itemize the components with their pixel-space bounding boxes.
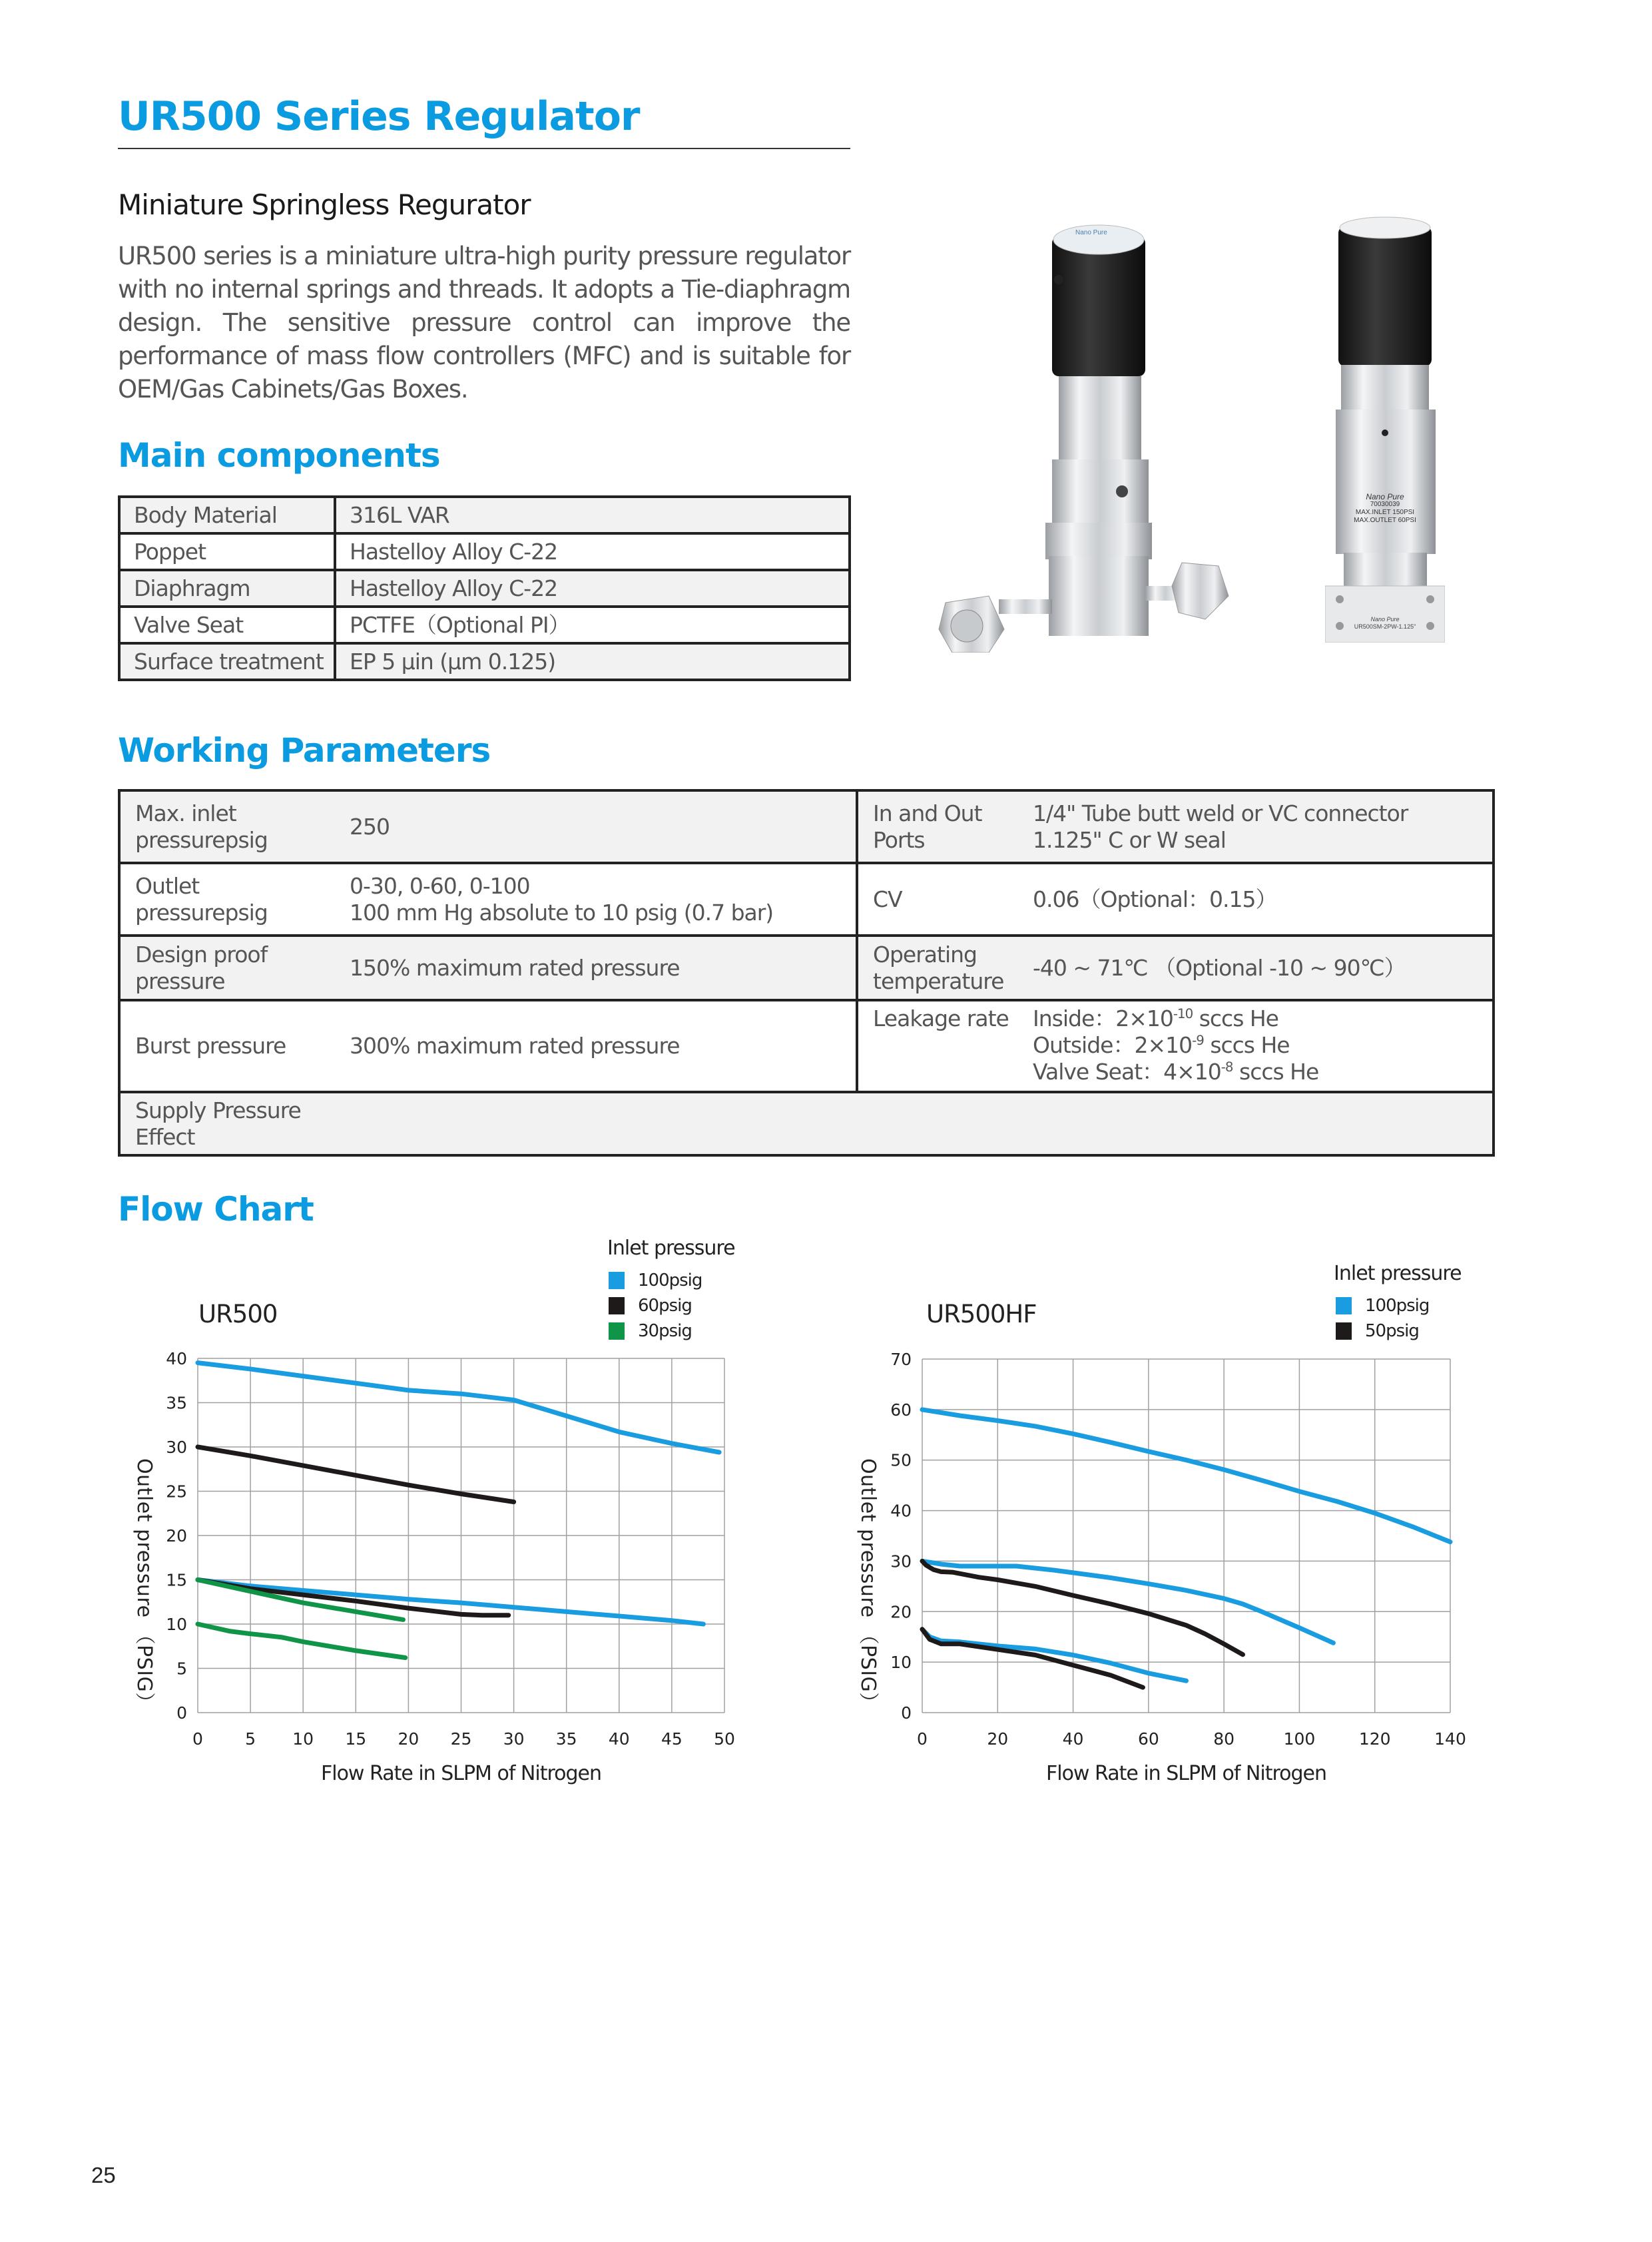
- param-value: 300% maximum rated pressure: [335, 1000, 857, 1092]
- title-divider: [118, 148, 850, 149]
- y-tick-label: 0: [901, 1703, 912, 1723]
- param-label: Supply Pressure Effect: [119, 1092, 335, 1155]
- param-value: 150% maximum rated pressure: [335, 936, 857, 1000]
- param-label: Burst pressure: [119, 1000, 335, 1092]
- main-components-heading: Main components: [118, 436, 440, 475]
- y-tick-label: 70: [890, 1350, 912, 1369]
- series-line-100psig: [922, 1561, 1333, 1643]
- x-tick-label: 25: [450, 1729, 472, 1749]
- x-tick-label: 20: [398, 1729, 419, 1749]
- right-body-label: [1345, 493, 1425, 525]
- x-tick-label: 40: [608, 1729, 630, 1749]
- x-tick-label: 140: [1434, 1729, 1466, 1749]
- table-row: [119, 607, 850, 643]
- legend-item-50psig: 50psig: [1336, 1318, 1429, 1344]
- chart-ur500hf-legend-title: Inlet pressure: [1334, 1262, 1462, 1285]
- chart-ur500-y-axis-title: Outlet pressure （PSIG）: [133, 1458, 156, 1713]
- chart-ur500hf-title: UR500HF: [926, 1300, 1037, 1328]
- legend-swatch: [609, 1297, 625, 1314]
- regulator-left-illustration: [926, 213, 1232, 653]
- series-line-100psig: [198, 1363, 719, 1452]
- component-value: PCTFE（Optional PI）: [335, 607, 850, 643]
- chart-ur500-legend-title: Inlet pressure: [607, 1237, 735, 1260]
- series-line-100psig: [198, 1580, 703, 1625]
- body-label-brand: Nano Pure: [1366, 492, 1404, 501]
- param-label: In and Out Ports: [857, 790, 1018, 863]
- working-parameters-table: [118, 789, 1495, 1157]
- y-tick-label: 20: [166, 1526, 187, 1545]
- component-label: Poppet: [119, 533, 335, 570]
- y-tick-label: 40: [890, 1501, 912, 1521]
- intro-paragraph: UR500 series is a miniature ultra-high purity pressure regulator with no internal springs and threads. It adopts a Tie-diaphragm design. The sensitive pressure control can improve the performance of mass flow controllers (MFC) and is suitable for OEM/Gas Cabinets/Gas Boxes.: [118, 242, 850, 404]
- chart-ur500-x-axis-title: Flow Rate in SLPM of Nitrogen: [320, 1762, 602, 1785]
- table-row: [119, 643, 850, 680]
- component-value: Hastelloy Alloy C-22: [335, 533, 850, 570]
- y-tick-label: 60: [890, 1400, 912, 1420]
- legend-swatch: [609, 1272, 625, 1289]
- param-label: Operating temperature: [857, 936, 1018, 1000]
- legend-item-100psig: 100psig: [1336, 1293, 1429, 1318]
- y-tick-label: 5: [176, 1659, 187, 1679]
- x-tick-label: 0: [192, 1729, 203, 1749]
- series-line-30psig: [198, 1624, 406, 1658]
- x-tick-label: 100: [1283, 1729, 1316, 1749]
- table-row: [119, 936, 1494, 1000]
- y-tick-label: 30: [890, 1551, 912, 1571]
- param-label: Design proof pressure: [119, 936, 335, 1000]
- x-tick-label: 5: [245, 1729, 256, 1749]
- x-tick-label: 50: [714, 1729, 735, 1749]
- x-tick-label: 40: [1062, 1729, 1084, 1749]
- subtitle: Miniature Springless Regurator: [118, 188, 531, 221]
- param-value: -40 ~ 71℃ （Optional -10 ~ 90℃）: [1018, 936, 1494, 1000]
- x-tick-label: 35: [555, 1729, 577, 1749]
- y-tick-label: 20: [890, 1602, 912, 1622]
- param-label: CV: [857, 863, 1018, 936]
- y-tick-label: 0: [176, 1703, 187, 1723]
- left-cap-brand: Nano Pure: [1075, 229, 1107, 236]
- page-number: 25: [91, 2163, 116, 2187]
- x-tick-label: 10: [292, 1729, 314, 1749]
- param-value: [335, 1092, 1494, 1155]
- body-label-max-inlet: MAX.INLET 150PSI: [1355, 509, 1415, 516]
- leakage-values: [1018, 1000, 1494, 1092]
- y-tick-label: 35: [166, 1393, 187, 1413]
- component-value: 316L VAR: [335, 497, 850, 533]
- x-tick-label: 30: [503, 1729, 525, 1749]
- series-line-50psig: [922, 1629, 1143, 1687]
- base-label-brand: Nano Pure: [1370, 616, 1400, 623]
- component-value: EP 5 μin (μm 0.125): [335, 643, 850, 680]
- param-value: 1/4" Tube butt weld or VC connector 1.125" C or W seal: [1018, 790, 1494, 863]
- legend-item-100psig: 100psig: [609, 1268, 702, 1293]
- x-tick-label: 120: [1358, 1729, 1391, 1749]
- chart-ur500hf-x-axis-title: Flow Rate in SLPM of Nitrogen: [1045, 1762, 1327, 1785]
- regulator-right-illustration: [1325, 213, 1445, 643]
- product-image-right: [1325, 213, 1445, 643]
- y-tick-label: 10: [890, 1653, 912, 1673]
- component-label: Body Material: [119, 497, 335, 533]
- chart-ur500hf-plot: [890, 1350, 1466, 1749]
- legend-swatch: [609, 1322, 625, 1340]
- base-label-model: UR500SM-2PW-1.125": [1354, 623, 1416, 630]
- component-label: Surface treatment: [119, 643, 335, 680]
- x-tick-label: 20: [987, 1729, 1009, 1749]
- param-value: 0-30, 0-60, 0-100 100 mm Hg absolute to 10 psig (0.7 bar): [335, 863, 857, 936]
- series-line-100psig: [922, 1410, 1450, 1542]
- param-value: 0.06（Optional：0.15）: [1018, 863, 1494, 936]
- legend-item-30psig: 30psig: [609, 1318, 702, 1344]
- y-tick-label: 15: [166, 1570, 187, 1590]
- main-components-table: [118, 495, 851, 681]
- param-label: Outlet pressurepsig: [119, 863, 335, 936]
- body-label-serial: 70030039: [1370, 501, 1400, 508]
- table-row: [119, 863, 1494, 936]
- chart-ur500-legend: [609, 1268, 702, 1344]
- param-label: Max. inlet pressurepsig: [119, 790, 335, 863]
- y-tick-label: 30: [166, 1438, 187, 1457]
- chart-ur500hf-y-axis-title: Outlet pressure （PSIG）: [856, 1458, 880, 1713]
- chart-ur500hf-legend: [1336, 1293, 1429, 1344]
- body-label-max-outlet: MAX.OUTLET 60PSI: [1354, 517, 1416, 524]
- chart-ur500-title: UR500: [198, 1300, 278, 1328]
- param-label: Leakage rate: [857, 1000, 1018, 1092]
- chart-ur500-plot: [166, 1349, 735, 1749]
- series-line-100psig: [922, 1629, 1187, 1681]
- table-row: [119, 533, 850, 570]
- table-row: [119, 790, 1494, 863]
- y-tick-label: 50: [890, 1450, 912, 1470]
- table-row: [119, 1000, 1494, 1092]
- x-tick-label: 15: [345, 1729, 367, 1749]
- legend-item-60psig: 60psig: [609, 1293, 702, 1318]
- table-row: [119, 570, 850, 607]
- component-label: Valve Seat: [119, 607, 335, 643]
- flow-chart-heading: Flow Chart: [118, 1190, 314, 1229]
- working-parameters-heading: Working Parameters: [118, 731, 491, 770]
- component-value: Hastelloy Alloy C-22: [335, 570, 850, 607]
- x-tick-label: 60: [1137, 1729, 1159, 1749]
- x-tick-label: 0: [917, 1729, 928, 1749]
- component-label: Diaphragm: [119, 570, 335, 607]
- right-base-label: [1325, 616, 1445, 631]
- x-tick-label: 45: [661, 1729, 683, 1749]
- y-tick-label: 25: [166, 1482, 187, 1502]
- y-tick-label: 10: [166, 1615, 187, 1634]
- x-tick-label: 80: [1213, 1729, 1235, 1749]
- table-row: [119, 1092, 1494, 1155]
- param-value: 250: [335, 790, 857, 863]
- leak-outside: Outside：$2\times 10^{-9}$ sccs He: [1033, 1032, 1290, 1058]
- legend-swatch: [1336, 1297, 1352, 1314]
- table-row: [119, 497, 850, 533]
- page-title: UR500 Series Regulator: [118, 93, 640, 140]
- product-image-left: [926, 213, 1232, 653]
- y-tick-label: 40: [166, 1349, 187, 1368]
- leak-valve-seat: Valve Seat：$4\times 10^{-8}$ sccs He: [1033, 1059, 1319, 1085]
- leak-inside: Inside：$2\times 10^{-10}$ sccs He: [1033, 1005, 1278, 1031]
- legend-swatch: [1336, 1322, 1352, 1340]
- series-line-30psig: [198, 1580, 404, 1620]
